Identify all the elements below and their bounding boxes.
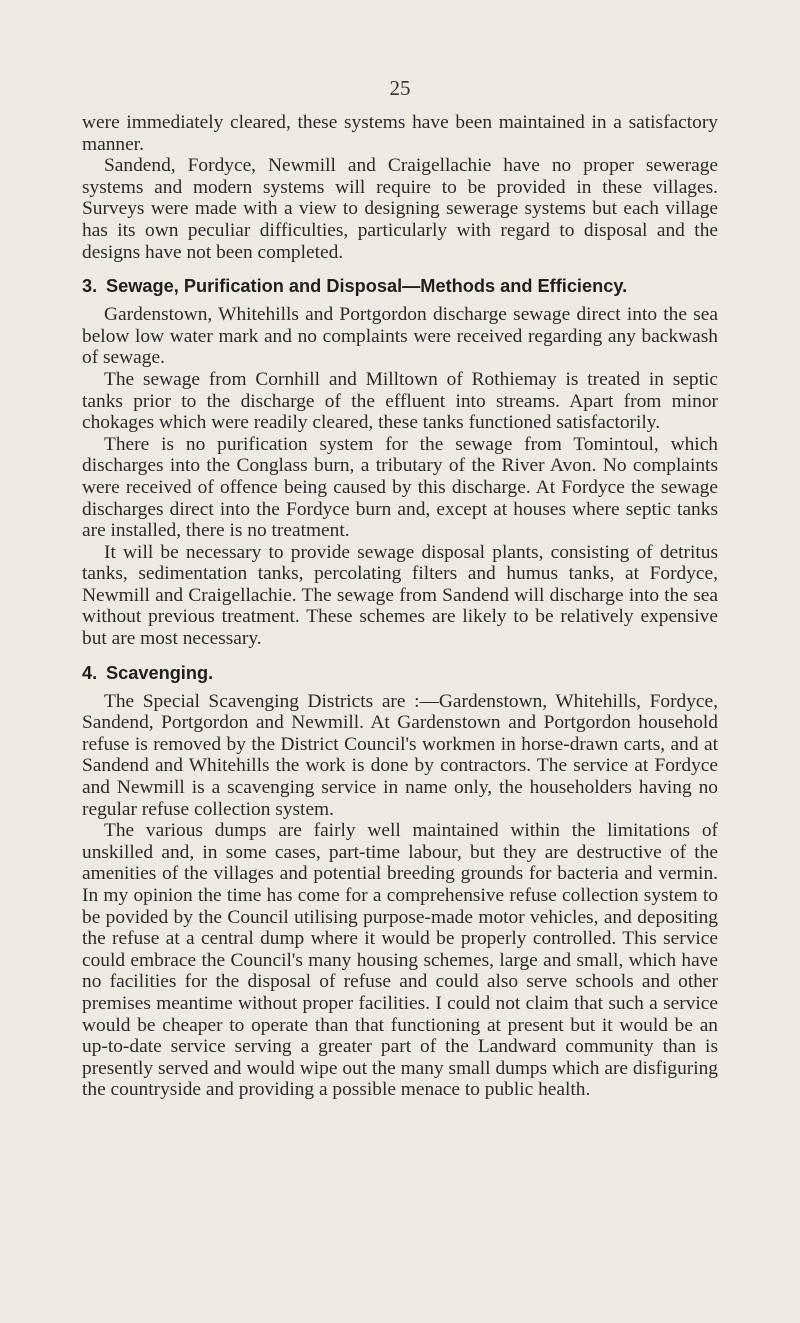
paragraph: were immediately cleared, these systems have been maintained in a satisfactory manner. — [82, 112, 718, 155]
section-number: 3. — [82, 276, 98, 297]
paragraph: It will be necessary to provide sewage disposal plants, consisting of detritus tanks, sedimentation tanks, percolating filters and humus tanks, at Fordyce, Newmill and Craigellachie. The sewage from Sandend will discharge into the sea without previous treatment. These schemes are likely to be relatively expensive but are most necessary. — [82, 541, 718, 650]
section-heading — [82, 275, 718, 297]
section-heading — [82, 662, 718, 684]
body-text — [82, 112, 718, 1101]
paragraph: The various dumps are fairly well maintained within the limitations of unskilled and, in some cases, part-time labour, but they are destructive of the amenities of the villages and potential breeding grounds for bacteria and vermin. In my opinion the time has come for a comprehensive refuse collection system to be povided by the Council utilising purpose-made motor vehicles, and depositing the refuse at a central dump where it would be properly controlled. This service could embrace the Council's many housing schemes, large and small, which have no facilities for the disposal of refuse and could also serve schools and other premises meantime without proper facilities. I could not claim that such a service would be cheaper to operate than that functioning at present but it would be an up-to-date service serving a greater part of the Landward community than is presently served and would wipe out the many small dumps which are disfiguring the countryside and providing a possible menace to public health. — [82, 820, 718, 1101]
paragraph: The sewage from Cornhill and Milltown of Rothiemay is treated in septic tanks prior to the discharge of the effluent into streams. Apart from minor chokages which were readily cleared, these tanks functioned satisfactorily. — [82, 368, 718, 434]
paragraph: Gardenstown, Whitehills and Portgordon discharge sewage direct into the sea below low water mark and no complaints were received regarding any backwash of sewage. — [82, 304, 718, 369]
section-title: Scavenging. — [106, 662, 214, 683]
page-number: 25 — [389, 76, 411, 100]
paragraph: There is no purification system for the sewage from Tomintoul, which discharges into the Conglass burn, a tributary of the River Avon. No complaints were received of offence being caused by this discharge. At Fordyce the sewage discharges direct into the Fordyce burn and, except at houses where septic tanks are installed, there is no treatment. — [82, 433, 718, 542]
paragraph: Sandend, Fordyce, Newmill and Craigellachie have no proper sewerage systems and modern systems will require to be provided in these villages. Surveys were made with a view to designing sewerage systems but each village has its own peculiar difficulties, particularly with regard to disposal and the designs have not been completed. — [82, 155, 718, 263]
section-title: Sewage, Purification and Disposal—Methods and Efficiency. — [106, 276, 628, 297]
paragraph: The Special Scavenging Districts are :—Gardenstown, Whitehills, Fordyce, Sandend, Portgordon and Newmill. At Gardenstown and Portgordon household refuse is removed by the District Council's workmen in horse-drawn carts, and at Sandend and Whitehills the work is done by contractors. The service at Fordyce and Newmill is a scavenging service in name only, the householders having no regular refuse collection system. — [82, 690, 718, 820]
section-number: 4. — [82, 662, 98, 683]
